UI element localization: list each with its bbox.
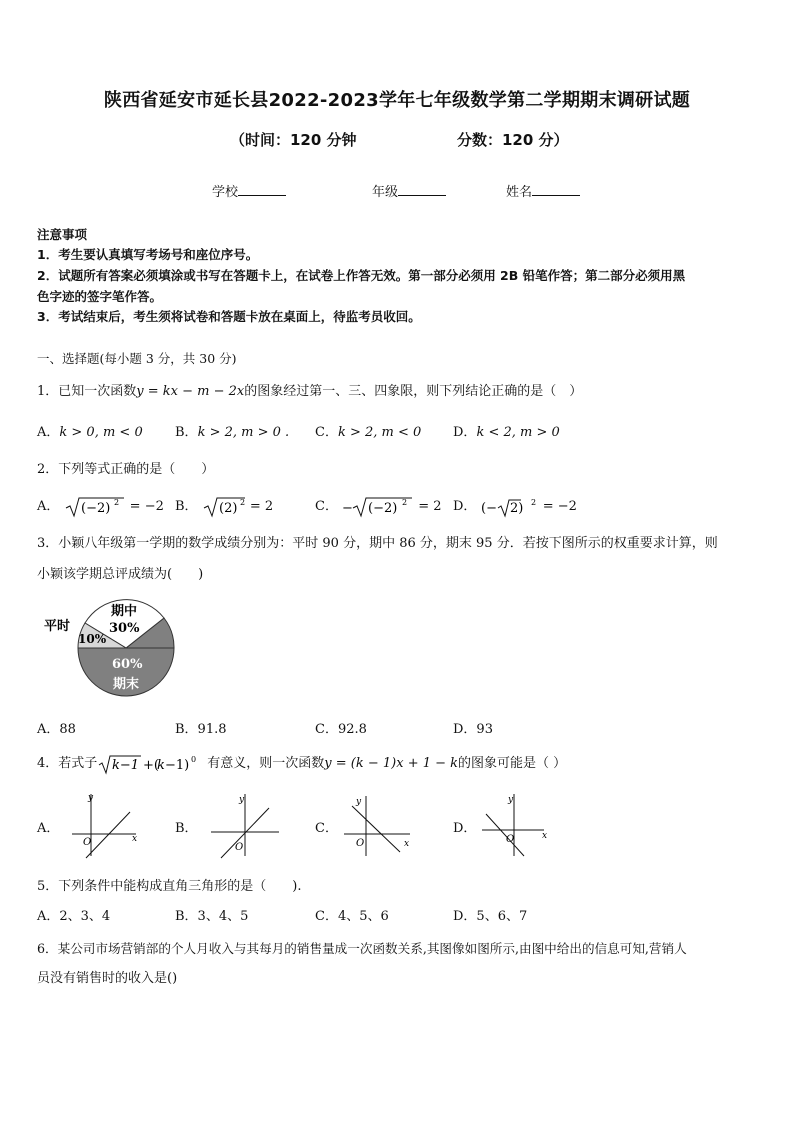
svg-text:(−: (− <box>480 500 497 516</box>
svg-text:O: O <box>235 842 244 853</box>
svg-text:2: 2 <box>113 497 119 507</box>
svg-text:y: y <box>356 797 362 807</box>
note-2a: 2．试题所有答案必须填涂或书写在答题卡上，在试卷上作答无效。第一部分必须用 2B 铅笔作答；第二部分必须用黑 <box>37 268 686 283</box>
q3-option-c[interactable]: C．92.8 <box>315 722 367 737</box>
page-title: 陕西省延安市延长县2022-2023学年七年级数学第二学期期末调研试题 <box>103 90 691 111</box>
q4-condition-expr <box>97 753 207 775</box>
q3-option-a[interactable]: A．88 <box>37 722 76 737</box>
svg-text:x: x <box>542 831 548 841</box>
q4-option-a-label[interactable]: A． <box>37 821 60 836</box>
q1-function: y = kx − m − 2x <box>136 384 245 399</box>
svg-text:0: 0 <box>191 754 197 764</box>
name-label: 姓名 <box>506 185 533 200</box>
exam-time: （时间：120 分钟 <box>230 131 357 149</box>
pie-pct-10: 10% <box>78 632 107 646</box>
q1-option-a[interactable]: A．k > 0, m < 0 <box>37 425 143 440</box>
svg-text:2: 2 <box>239 497 245 507</box>
weight-pie-chart <box>40 596 190 700</box>
note-3: 3．考试结束后，考生须将试卷和答题卡放在桌面上，待监考员收回。 <box>37 309 421 324</box>
exam-score: 分数：120 分） <box>457 131 569 149</box>
pie-pct-60: 60% <box>112 657 143 672</box>
pie-label-qizhong: 期中 <box>111 604 138 619</box>
school-field <box>212 181 286 200</box>
q4-graph-a[interactable] <box>66 790 146 862</box>
grade-blank <box>398 183 446 196</box>
school-label: 学校 <box>212 185 239 200</box>
q1-option-c[interactable]: C．k > 2, m < 0 <box>315 425 422 440</box>
q5-option-b[interactable]: B．3、4、5 <box>175 909 249 924</box>
q4-graph-d[interactable] <box>478 790 558 862</box>
svg-text:O: O <box>83 837 92 848</box>
sqrt-2-squared <box>202 496 246 518</box>
neg-sqrt-neg2-squared <box>342 496 414 518</box>
svg-text:O: O <box>356 838 365 849</box>
question-6-line1: 6．某公司市场营销部的个人月收入与其每月的销售量成一次函数关系,其图像如图所示,由图中给出的信息可知,营销人 <box>37 941 687 956</box>
question-3-line2: 小颖该学期总评成绩为( ) <box>37 567 204 582</box>
q4-graph-c[interactable] <box>340 790 420 862</box>
svg-text:−1): −1) <box>165 757 190 773</box>
name-field <box>506 181 580 200</box>
q3-option-b[interactable]: B．91.8 <box>175 722 227 737</box>
section-heading: 一、选择题(每小题 3 分，共 30 分) <box>37 351 237 366</box>
neg-sqrt2-squared <box>481 496 539 518</box>
svg-text:y: y <box>508 795 514 805</box>
svg-text:2: 2 <box>402 497 408 507</box>
q5-option-d[interactable]: D．5、6、7 <box>453 909 528 924</box>
question-1-stem: 1．已知一次函数y = kx − m − 2x的图象经过第一、三、四象限，则下列结论正确的是（ ） <box>37 384 583 399</box>
svg-text:k−1: k−1 <box>112 757 140 773</box>
q2-option-c[interactable]: C． − (−2) 2 = 2 <box>315 497 442 516</box>
note-1: 1．考生要认真填写考场号和座位序号。 <box>37 247 259 262</box>
sqrt-neg2-squared <box>64 496 126 518</box>
question-4-stem: 4．若式子 k−1 +( k −1) 0 有意义，则一次函数y = (k − 1)x + 1 − k的图象可能是（ ） <box>37 754 567 773</box>
q2-option-b[interactable]: B． (2) 2 = 2 <box>175 497 274 516</box>
q5-option-c[interactable]: C．4、5、6 <box>315 909 389 924</box>
name-blank <box>532 183 580 196</box>
svg-text:+(: +( <box>143 757 160 773</box>
pie-label-pingshi: 平时 <box>44 619 71 634</box>
school-blank <box>238 183 286 196</box>
svg-text:−: − <box>342 500 353 516</box>
svg-text:O: O <box>506 834 515 845</box>
svg-text:y: y <box>239 795 245 805</box>
q1-option-d[interactable]: D．k < 2, m > 0 <box>453 425 560 440</box>
svg-text:x: x <box>404 839 410 849</box>
svg-text:(−2): (−2) <box>368 500 398 516</box>
q4-option-d-label[interactable]: D． <box>453 821 477 836</box>
svg-text:x: x <box>132 834 138 844</box>
svg-text:y: y <box>88 793 94 803</box>
note-2b: 色字迹的签字笔作答。 <box>37 289 163 304</box>
question-6-line2: 员没有销售时的收入是() <box>37 971 178 986</box>
q2-option-d[interactable]: D． (− 2) 2 = −2 <box>453 497 577 516</box>
question-2-stem: 2．下列等式正确的是（ ） <box>37 462 215 477</box>
q4-graph-b[interactable] <box>205 790 285 862</box>
q3-option-d[interactable]: D．93 <box>453 722 493 737</box>
svg-text:2): 2) <box>509 500 523 516</box>
q1-option-b[interactable]: B．k > 2, m > 0 . <box>175 425 290 440</box>
svg-text:(−2): (−2) <box>80 500 110 516</box>
question-5-stem: 5．下列条件中能构成直角三角形的是（ ). <box>37 879 302 894</box>
grade-label: 年级 <box>372 185 399 200</box>
notes-heading: 注意事项 <box>37 227 88 242</box>
pie-label-qimo: 期末 <box>113 677 140 692</box>
svg-text:k: k <box>157 757 166 773</box>
q5-option-a[interactable]: A．2、3、4 <box>37 909 111 924</box>
svg-text:2: 2 <box>530 497 536 507</box>
question-3-line1: 3．小颖八年级第一学期的数学成绩分别为：平时 90 分，期中 86 分，期末 95 分．若按下图所示的权重要求计算，则 <box>37 536 718 551</box>
pie-pct-30: 30% <box>109 621 140 636</box>
q4-function: y = (k − 1)x + 1 − k <box>324 756 459 771</box>
svg-text:(2): (2) <box>218 500 238 516</box>
q2-option-a[interactable]: A． (−2) 2 = −2 <box>37 497 164 516</box>
q4-option-b-label[interactable]: B． <box>175 821 198 836</box>
grade-field <box>372 181 446 200</box>
q4-option-c-label[interactable]: C． <box>315 821 338 836</box>
